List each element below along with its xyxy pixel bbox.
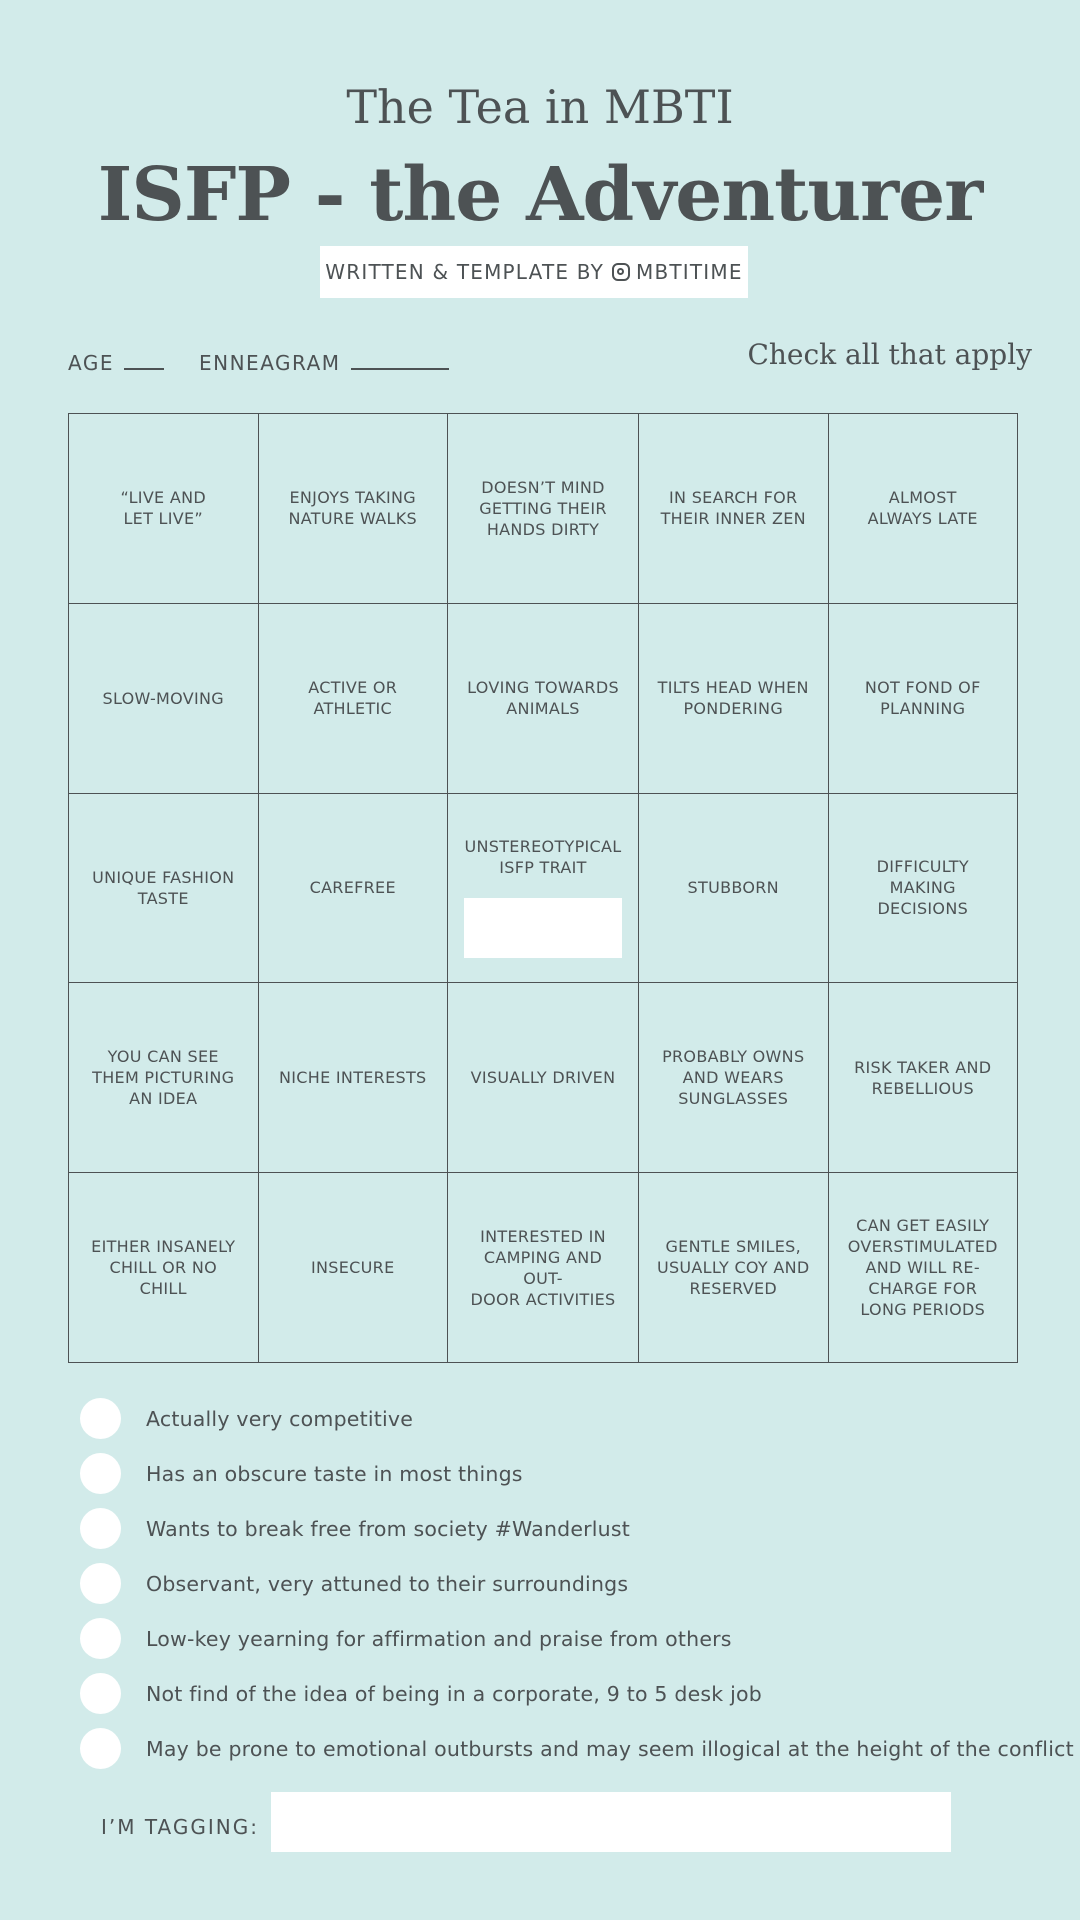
age-blank-line[interactable]: [124, 350, 164, 370]
checklist-item[interactable]: [80, 1666, 1060, 1721]
page-subtitle: The Tea in MBTI: [346, 80, 734, 134]
bingo-cell[interactable]: GENTLE SMILES, USUALLY COY AND RESERVED: [639, 1173, 829, 1363]
tagging-input-box[interactable]: [271, 1792, 951, 1852]
bingo-cell-free-label: UNSTEREOTYPICAL ISFP TRAIT: [464, 836, 622, 877]
checklist-item[interactable]: [80, 1391, 1060, 1446]
enneagram-field[interactable]: [199, 350, 449, 375]
checklist-item-label: May be prone to emotional outbursts and may seem illogical at the height of the conflict: [146, 1736, 1074, 1761]
age-label: AGE: [68, 351, 114, 375]
bingo-cell[interactable]: “LIVE AND LET LIVE”: [69, 414, 259, 604]
checkbox-circle[interactable]: [80, 1563, 121, 1604]
checkbox-circle[interactable]: [80, 1453, 121, 1494]
tagging-label: I’M TAGGING:: [101, 1815, 259, 1839]
checkbox-circle[interactable]: [80, 1398, 121, 1439]
credit-banner: [320, 246, 748, 298]
bingo-cell[interactable]: DOESN’T MIND GETTING THEIR HANDS DIRTY: [448, 414, 639, 604]
checklist-item-label: Not find of the idea of being in a corporate, 9 to 5 desk job: [146, 1681, 762, 1706]
enneagram-blank-line[interactable]: [351, 350, 449, 370]
checkbox-circle[interactable]: [80, 1728, 121, 1769]
checklist-item[interactable]: [80, 1501, 1060, 1556]
bingo-cell[interactable]: INTERESTED IN CAMPING AND OUT- DOOR ACTIVITIES: [448, 1173, 639, 1363]
bingo-cell[interactable]: TILTS HEAD WHEN PONDERING: [639, 604, 829, 794]
enneagram-label: ENNEAGRAM: [199, 351, 341, 375]
checklist-item-label: Actually very competitive: [146, 1406, 414, 1431]
bingo-cell[interactable]: IN SEARCH FOR THEIR INNER ZEN: [639, 414, 829, 604]
checkbox-circle[interactable]: [80, 1673, 121, 1714]
checklist-item-label: Has an obscure taste in most things: [146, 1461, 523, 1486]
bingo-cell[interactable]: SLOW-MOVING: [69, 604, 259, 794]
checklist-item[interactable]: [80, 1446, 1060, 1501]
checklist-item-label: Observant, very attuned to their surroundings: [146, 1571, 629, 1596]
bingo-cell-free[interactable]: [448, 794, 639, 984]
bingo-cell[interactable]: NOT FOND OF PLANNING: [829, 604, 1019, 794]
bingo-cell[interactable]: CAN GET EASILY OVERSTIMULATED AND WILL RE- CHARGE FOR LONG PERIODS: [829, 1173, 1019, 1363]
bingo-cell[interactable]: RISK TAKER AND REBELLIOUS: [829, 983, 1019, 1173]
page-title: ISFP - the Adventurer: [97, 152, 983, 238]
credit-handle[interactable]: MBTITIME: [636, 260, 743, 284]
instagram-icon: [612, 263, 630, 281]
bingo-cell[interactable]: LOVING TOWARDS ANIMALS: [448, 604, 639, 794]
bingo-cell[interactable]: INSECURE: [259, 1173, 449, 1363]
bingo-cell[interactable]: YOU CAN SEE THEM PICTURING AN IDEA: [69, 983, 259, 1173]
bingo-cell[interactable]: DIFFICULTY MAKING DECISIONS: [829, 794, 1019, 984]
bingo-cell[interactable]: PROBABLY OWNS AND WEARS SUNGLASSES: [639, 983, 829, 1173]
bingo-cell[interactable]: EITHER INSANELY CHILL OR NO CHILL: [69, 1173, 259, 1363]
checklist-item-label: Wants to break free from society #Wanderlust: [146, 1516, 630, 1541]
credit-prefix: WRITTEN & TEMPLATE BY: [325, 260, 604, 284]
bingo-cell[interactable]: NICHE INTERESTS: [259, 983, 449, 1173]
check-all-instruction: Check all that apply: [747, 338, 1032, 371]
checklist-item[interactable]: [80, 1721, 1074, 1776]
checklist-item-label: Low-key yearning for affirmation and praise from others: [146, 1626, 732, 1651]
checklist: [80, 1391, 1074, 1776]
checkbox-circle[interactable]: [80, 1618, 121, 1659]
checkbox-circle[interactable]: [80, 1508, 121, 1549]
bingo-cell[interactable]: ENJOYS TAKING NATURE WALKS: [259, 414, 449, 604]
checklist-item[interactable]: [80, 1611, 1060, 1666]
bingo-cell[interactable]: ALMOST ALWAYS LATE: [829, 414, 1019, 604]
bingo-cell[interactable]: CAREFREE: [259, 794, 449, 984]
bingo-grid: [68, 413, 1018, 1363]
bingo-cell[interactable]: ACTIVE OR ATHLETIC: [259, 604, 449, 794]
age-field[interactable]: [68, 350, 164, 375]
checklist-item[interactable]: [80, 1556, 1060, 1611]
write-in-box[interactable]: [464, 898, 622, 958]
bingo-cell[interactable]: UNIQUE FASHION TASTE: [69, 794, 259, 984]
bingo-cell[interactable]: STUBBORN: [639, 794, 829, 984]
bingo-cell[interactable]: VISUALLY DRIVEN: [448, 983, 639, 1173]
